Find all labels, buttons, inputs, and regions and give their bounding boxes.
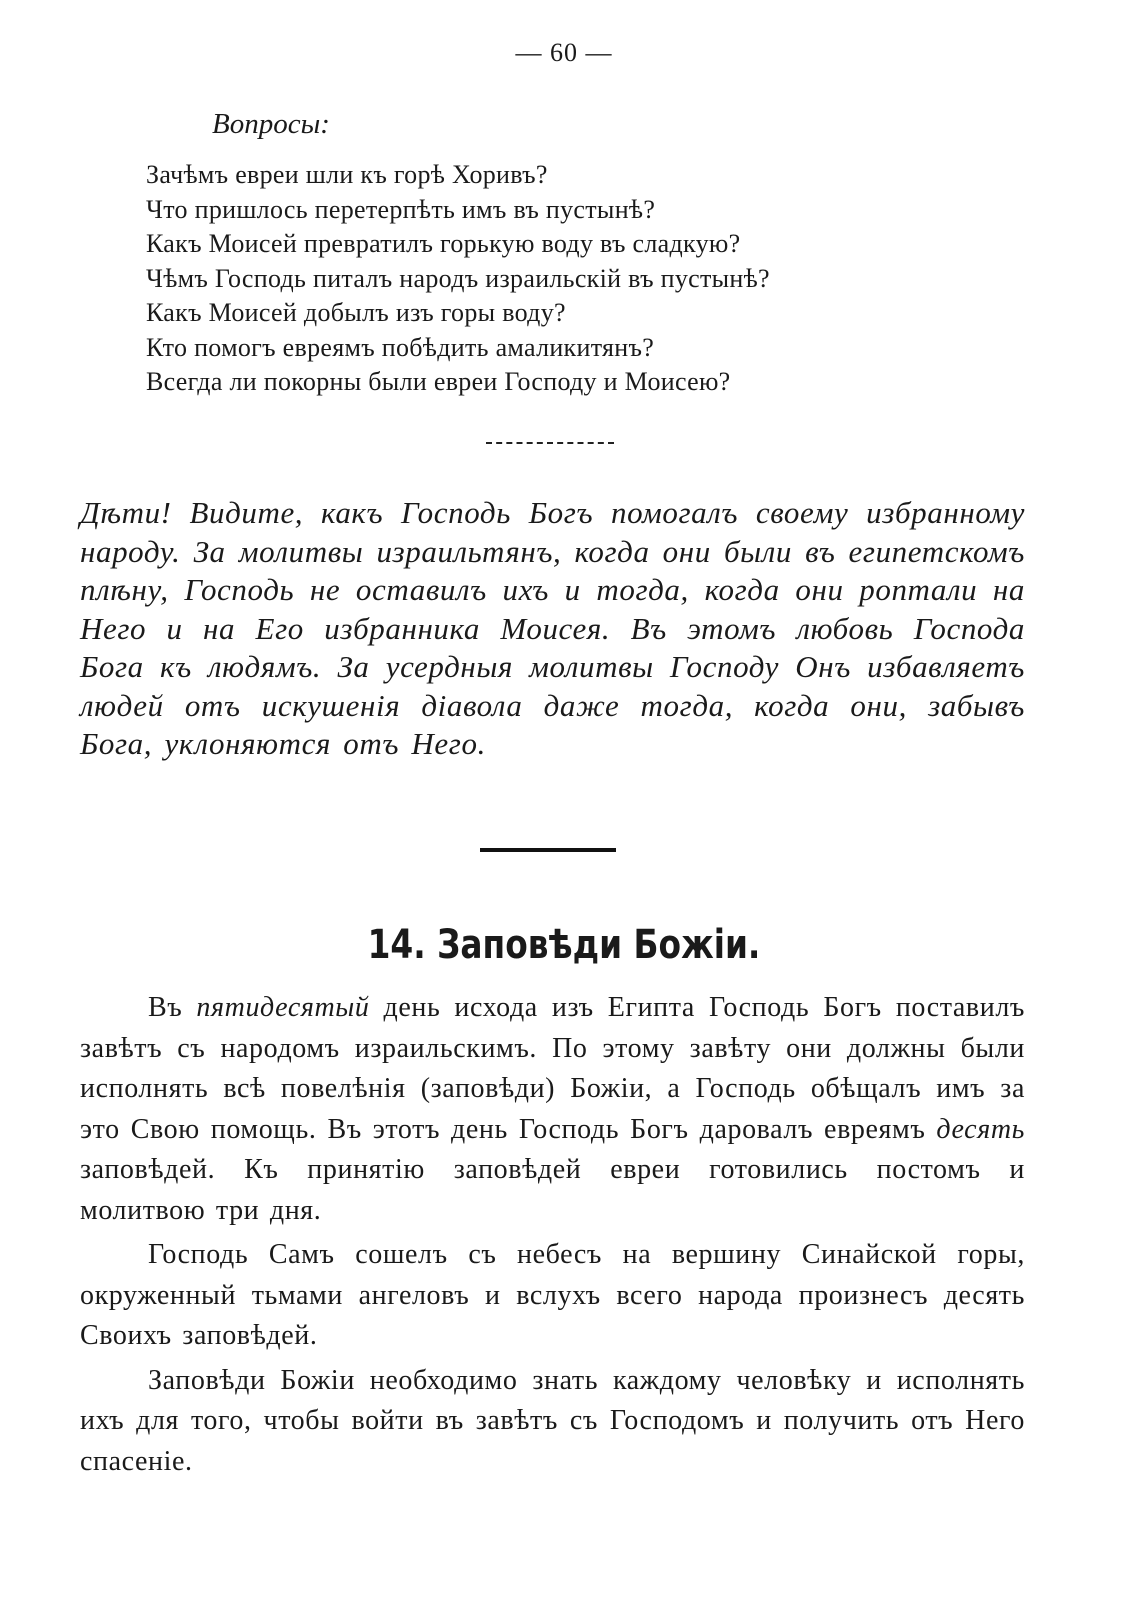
body-paragraph: Господь Самъ сошелъ съ небесъ на вершину Синайской горы, окруженный тьмами ангеловъ и вслухъ всего народа произнесъ десять Своихъ заповѣдей. — [80, 1239, 1025, 1351]
questions-heading: Вопросы: — [212, 108, 330, 140]
body-text-run: день исхода изъ Египта Господь Богъ поставилъ завѣтъ съ народомъ израильскимъ. По этому завѣту они должны были исполнять всѣ повелѣнія (заповѣди) Божіи, а Господь обѣщалъ имъ за это Свою помощь. Въ этотъ день Господь Богъ даровалъ евреямъ — [80, 992, 1025, 1145]
body-text-run: заповѣдей. Къ принятію заповѣдей евреи готовились постомъ и молитвою три дня. — [80, 1154, 1025, 1226]
exhortation-paragraph: Дѣти! Видите, какъ Господь Богъ помогалъ своему избранному народу. За молитвы израильтянъ, когда они были въ египетскомъ плѣну, Господь не оставилъ ихъ и тогда, когда они роптали на Него и на Его избранника Моисея. Въ этомъ любовь Господа Бога къ людямъ. За усердныя молитвы Господу Онъ избавляетъ людей отъ искушенія діавола даже тогда, когда они, забывъ Бога, уклоняются отъ Него. — [80, 495, 1025, 761]
questions-list — [146, 158, 770, 400]
question-item: Чѣмъ Господь питалъ народъ израильскій въ пустынѣ? — [146, 263, 770, 293]
question-item: Что пришлось перетерпѣть имъ въ пустынѣ? — [146, 194, 656, 224]
question-item: Всегда ли покорны были евреи Господу и Моисею? — [146, 367, 731, 396]
body-text-run: Въ — [148, 992, 197, 1023]
body-paragraph — [80, 988, 1025, 1231]
section-body — [80, 988, 1025, 1482]
section-title: 14. Заповѣди Божіи. — [367, 922, 761, 968]
page-number: — 60 — — [515, 38, 613, 67]
emphasized-word: десять — [936, 1113, 1025, 1145]
question-item: Какъ Моисей превратилъ горькую воду въ сладкую? — [146, 229, 741, 258]
body-paragraph: Заповѣди Божіи необходимо знать каждому человѣку и исполнять ихъ для того, чтобы войти въ завѣтъ съ Господомъ и получить отъ Него спасеніе. — [80, 1364, 1025, 1477]
emphasized-word: пятидесятый — [196, 992, 370, 1023]
section-divider-short — [486, 442, 614, 444]
question-item: Зачѣмъ евреи шли къ горѣ Хоривъ? — [146, 160, 548, 189]
section-divider-long — [480, 848, 616, 852]
question-item: Кто помогъ евреямъ побѣдить амаликитянъ? — [146, 332, 655, 362]
question-item: Какъ Моисей добылъ изъ горы воду? — [146, 298, 566, 327]
